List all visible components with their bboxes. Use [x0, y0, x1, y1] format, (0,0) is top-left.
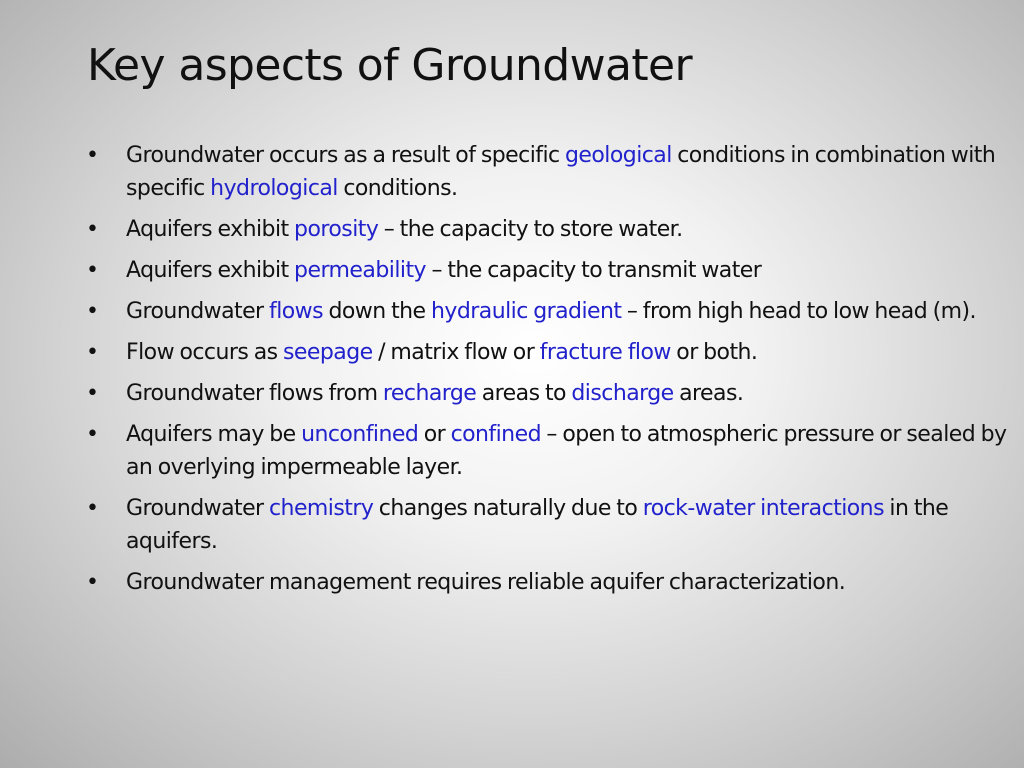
highlighted-term: permeability	[294, 258, 426, 283]
bullet-item	[86, 213, 1014, 246]
slide-title: Key aspects of Groundwater	[87, 40, 692, 91]
bullet-text-segment: areas.	[673, 381, 744, 406]
highlighted-term: rock-water interactions	[642, 496, 884, 521]
bullet-item	[86, 254, 1014, 287]
bullet-text-segment: – open to atmospheric pressure or sealed by an overlying impermeable layer.	[126, 422, 1007, 480]
bullet-icon: •	[86, 217, 99, 242]
bullet-item	[86, 418, 1014, 484]
highlighted-term: hydraulic gradient	[430, 299, 622, 324]
bullet-text-segment: or	[418, 422, 451, 447]
bullet-text-segment: – the capacity to store water.	[378, 217, 683, 242]
bullet-text-segment: Groundwater flows from	[126, 381, 383, 406]
bullet-text-segment: changes naturally due to	[373, 496, 643, 521]
bullet-item	[86, 377, 1014, 410]
bullet-icon: •	[86, 258, 99, 283]
bullet-text-segment: conditions in combination with specific	[126, 143, 996, 201]
bullet-text	[126, 143, 995, 201]
highlighted-term: discharge	[571, 381, 674, 406]
bullet-text-segment: / matrix flow or	[372, 340, 540, 365]
bullet-icon: •	[86, 381, 99, 406]
bullet-text-segment: areas to	[476, 381, 572, 406]
bullet-text-segment: Groundwater occurs as a result of specific	[126, 143, 565, 168]
bullet-text-segment: down the	[323, 299, 431, 324]
bullet-text	[126, 570, 845, 595]
bullet-item	[86, 139, 1014, 205]
bullet-text-segment: Groundwater	[126, 299, 269, 324]
bullet-text-segment: Aquifers exhibit	[126, 217, 295, 242]
bullet-text-segment: in the aquifers.	[126, 496, 949, 554]
bullet-text	[126, 258, 761, 283]
bullet-text	[126, 299, 976, 324]
bullet-text-segment: or both.	[670, 340, 758, 365]
bullet-text-segment: conditions.	[337, 176, 458, 201]
highlighted-term: fracture flow	[539, 340, 671, 365]
highlighted-term: geological	[565, 143, 672, 168]
bullet-icon: •	[86, 143, 99, 168]
bullet-text-segment: Aquifers may be	[126, 422, 302, 447]
bullet-icon: •	[86, 340, 99, 365]
bullet-text-segment: Flow occurs as	[126, 340, 283, 365]
bullet-text-segment: Groundwater	[126, 496, 269, 521]
bullet-text	[126, 381, 743, 406]
bullet-text-segment: – from high head to low head (m).	[621, 299, 976, 324]
bullet-icon: •	[86, 299, 99, 324]
bullet-item	[86, 295, 1014, 328]
highlighted-term: seepage	[283, 340, 373, 365]
highlighted-term: hydrological	[210, 176, 338, 201]
bullet-icon: •	[86, 570, 99, 595]
bullet-text	[126, 496, 948, 554]
highlighted-term: unconfined	[301, 422, 419, 447]
bullet-item	[86, 336, 1014, 369]
highlighted-term: porosity	[294, 217, 379, 242]
bullet-text	[126, 422, 1006, 480]
bullet-text	[126, 217, 683, 242]
highlighted-term: flows	[269, 299, 324, 324]
bullet-item	[86, 566, 1014, 599]
highlighted-term: recharge	[382, 381, 477, 406]
bullet-text-segment: Aquifers exhibit	[126, 258, 295, 283]
bullet-text-segment: Groundwater management requires reliable aquifer characterization.	[126, 570, 846, 595]
bullet-icon: •	[86, 422, 99, 447]
highlighted-term: confined	[450, 422, 541, 447]
bullet-text	[126, 340, 757, 365]
bullet-item	[86, 492, 1014, 558]
bullet-text-segment: – the capacity to transmit water	[426, 258, 762, 283]
bullet-list	[86, 139, 1014, 607]
bullet-icon: •	[86, 496, 99, 521]
highlighted-term: chemistry	[269, 496, 374, 521]
